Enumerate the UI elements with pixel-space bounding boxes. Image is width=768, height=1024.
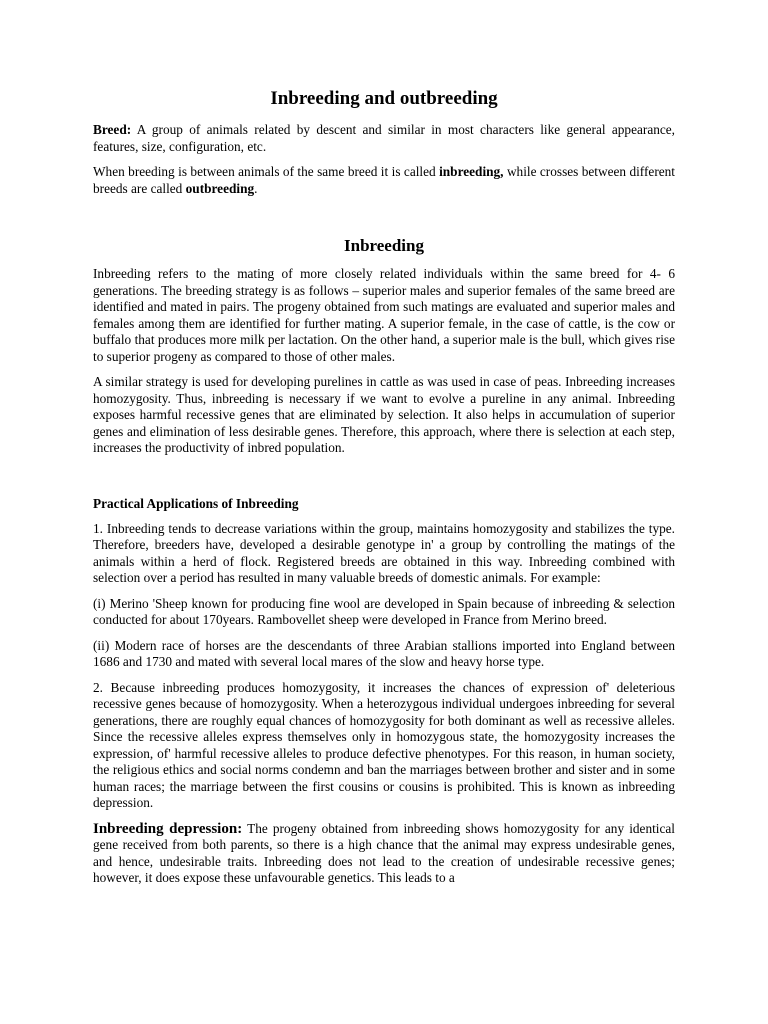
breeding-definition (93, 164, 675, 197)
subheading-practical-applications: Practical Applications of Inbreeding (93, 495, 299, 511)
depression-text: The progeny obtained from inbreeding shows homozygosity for any identical gene received from both parents, so there is a high chance that the animal may express undesirable genes, and hence, undesirable traits. Inbreeding does not lead to the creation of undesirable recessive genes; however, it does expose these unfavourable genetics. This leads to a (93, 820, 675, 885)
application-1-example-ii: (ii) Modern race of horses are the descendants of three Arabian stallions imported into England between 1686 and 1730 and mated with several local mares of the slow and heavy horse type. (93, 637, 675, 669)
term-inbreeding: inbreeding, (439, 164, 504, 179)
breed-text: A group of animals related by descent and similar in most characters like general appearance, features, size, configuration, etc. (93, 122, 675, 154)
application-1: 1. Inbreeding tends to decrease variations within the group, maintains homozygosity and stabilizes the type. Therefore, breeders have, developed a desirable genotype in' a group by controlling the matings of the animals within a herd of flock. Registered breeds are obtained in this way. Inbreeding combined with selection over a period has resulted in many valuable breeds of domestic animals. For example: (93, 520, 675, 585)
def-text-2: while crosses between different breeds are called (93, 164, 675, 196)
inbreeding-paragraph-1: Inbreeding refers to the mating of more closely related individuals within the same breed for 4- 6 generations. The breeding strategy is as follows – superior males and superior females of the same breed are identified and mated in pairs. The progeny obtained from such matings are evaluated and superior males and females among them are identified for further mating. A superior female, in the case of cattle, is the cow or buffalo that produces more milk per lactation. On the other hand, a superior male is the bull, which gives rise to superior progeny as compared to those of other males. (93, 266, 675, 364)
section-heading-inbreeding: Inbreeding (344, 236, 424, 255)
depression-label: Inbreeding depression: (93, 820, 243, 837)
term-outbreeding: outbreeding (185, 180, 255, 196)
def-text-3: . (254, 180, 258, 196)
application-1-example-i: (i) Merino 'Sheep known for producing fine wool are developed in Spain because of inbreeding & selection conducted for about 170years. Rambovellet sheep were developed in France from Merino breed. (93, 595, 675, 627)
application-2: 2. Because inbreeding produces homozygosity, it increases the chances of expression of' deleterious recessive genes because of homozygosity. When a heterozygous individual undergoes inbreeding for several generations, there are roughly equal chances of homozygosity for both dominant as well as recessive alleles. Since the recessive alleles express themselves only in homozygous state, the homozygosity increases the expression, of' harmful recessive alleles to produce defective phenotypes. For this reason, in human society, the religious ethics and social norms condemn and ban the marriages between brother and sister and in some human races; the marriage between the first cousins or cousins is prohibited. This is known as inbreeding depression. (93, 679, 675, 810)
inbreeding-paragraph-2: A similar strategy is used for developing purelines in cattle as was used in case of peas. Inbreeding increases homozygosity. Thus, inbreeding is necessary if we want to evolve a pureline in any animal. Inbreeding exposes harmful recessive genes that are eliminated by selection. It also helps in accumulation of superior genes and elimination of less desirable genes. Therefore, this approach, where there is selection at each step, increases the productivity of inbred population. (93, 374, 675, 455)
def-text-1: When breeding is between animals of the same breed it is called (93, 164, 440, 179)
breed-label: Breed: (93, 122, 132, 137)
breed-definition (93, 122, 675, 155)
document-title: Inbreeding and outbreeding (270, 88, 498, 109)
inbreeding-depression-paragraph (93, 821, 675, 887)
